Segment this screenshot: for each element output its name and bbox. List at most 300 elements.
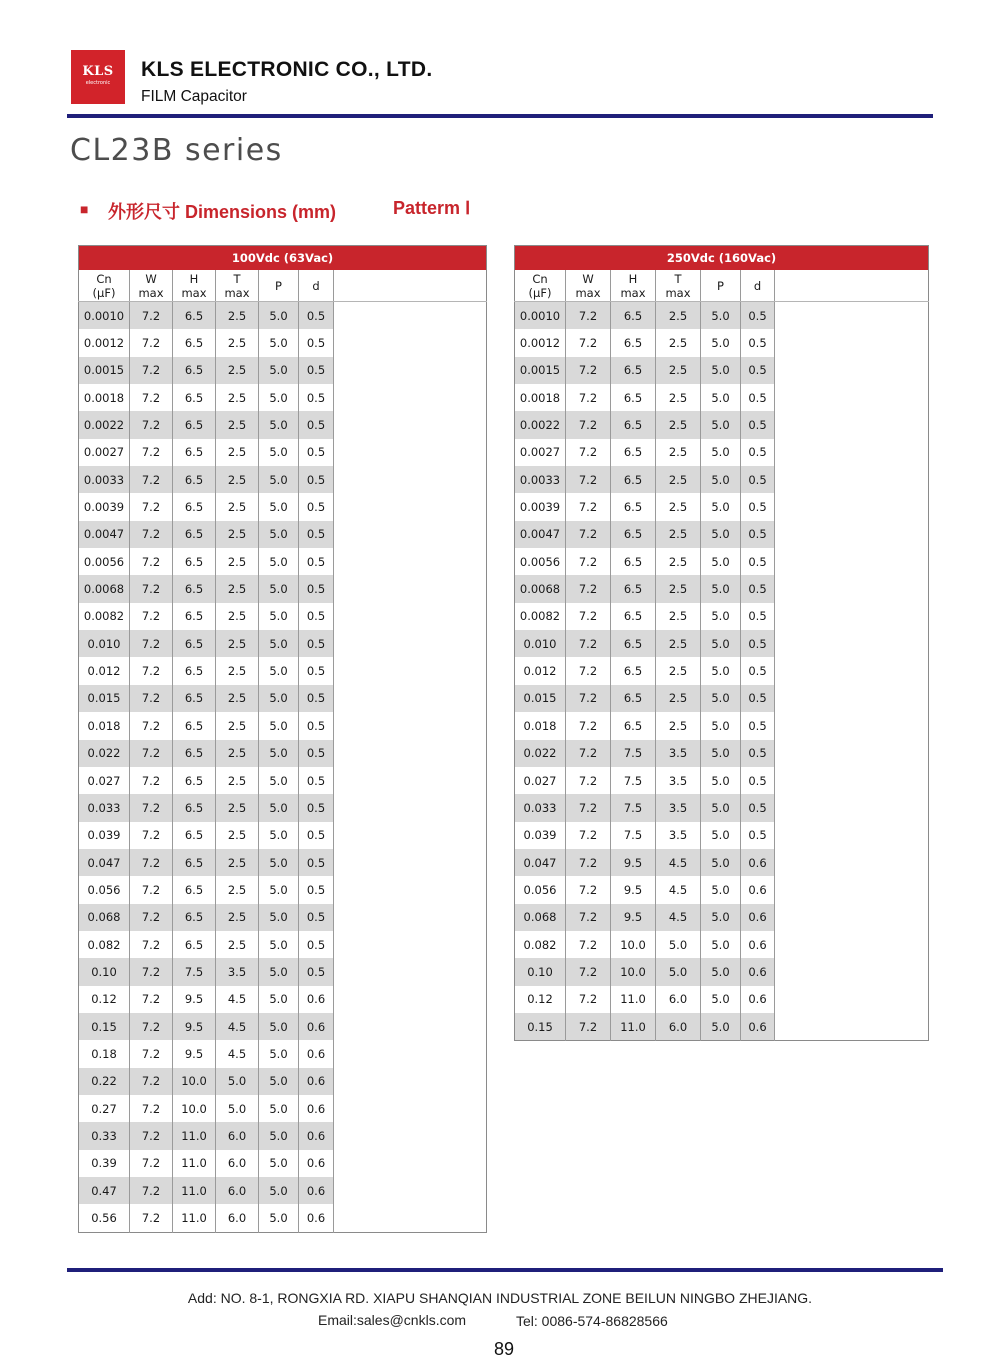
cell-p: 5.0 [259,767,299,794]
cell-p: 5.0 [701,329,741,356]
cell-d: 0.5 [299,329,334,356]
cell-d: 0.5 [741,685,775,712]
blank-cell [334,685,487,712]
table-row [515,986,929,1013]
cell-h-max: 7.5 [611,794,656,821]
cell-h-max: 10.0 [611,931,656,958]
col-header-p: P [701,270,741,302]
cell-h-max: 7.5 [611,740,656,767]
cell-h-max: 9.5 [611,904,656,931]
cell-t-max: 6.0 [216,1177,259,1204]
cell-p: 5.0 [259,794,299,821]
cell-cn: 0.0056 [519,554,561,569]
cell-h-max: 9.5 [173,986,216,1013]
cell-d: 0.6 [741,986,775,1013]
product-category: FILM Capacitor [141,88,247,105]
cell-t-max: 2.5 [216,411,259,438]
cell-t-max: 3.5 [216,958,259,985]
cell-h-max: 6.5 [611,685,656,712]
cell-cn: 0.039 [523,828,557,843]
cell-t-max: 2.5 [656,712,701,739]
cell-t-max: 4.5 [216,986,259,1013]
cell-t-max: 2.5 [216,630,259,657]
blank-cell [775,548,929,575]
cell-p: 5.0 [259,329,299,356]
table-title: 100Vdc (63Vac) [79,246,487,271]
cell-w-max: 7.2 [130,712,173,739]
cell-p: 5.0 [259,986,299,1013]
table-row [515,357,929,384]
cell-w-max: 7.2 [566,904,611,931]
cell-h-max: 6.5 [173,904,216,931]
table-row [79,1177,487,1204]
cell-d: 0.5 [741,657,775,684]
cell-cn: 0.0012 [83,336,125,351]
cell-cn: 0.082 [87,937,121,952]
table-row [79,958,487,985]
cell-w-max: 7.2 [130,411,173,438]
cell-cn: 0.0056 [83,554,125,569]
cell-w-max: 7.2 [130,1040,173,1067]
cell-h-max: 6.5 [173,439,216,466]
blank-cell [334,521,487,548]
cell-w-max: 7.2 [566,685,611,712]
cell-t-max: 2.5 [656,521,701,548]
cell-w-max: 7.2 [130,1177,173,1204]
cell-t-max: 2.5 [216,740,259,767]
blank-cell [775,767,929,794]
cell-w-max: 7.2 [130,986,173,1013]
blank-cell [775,958,929,985]
blank-cell [334,958,487,985]
col-header-blank [775,270,929,302]
cell-cn: 0.0027 [83,445,125,460]
cell-t-max: 2.5 [216,712,259,739]
blank-cell [775,630,929,657]
cell-cn: 0.0082 [519,609,561,624]
blank-cell [334,876,487,903]
cell-t-max: 6.0 [216,1204,259,1232]
cell-h-max: 6.5 [173,712,216,739]
cell-p: 5.0 [259,931,299,958]
cell-p: 5.0 [259,1013,299,1040]
cell-cn: 0.018 [523,718,557,733]
cell-t-max: 2.5 [216,822,259,849]
cell-w-max: 7.2 [130,548,173,575]
square-bullet-icon: ■ [80,201,89,217]
cell-w-max: 7.2 [130,904,173,931]
blank-cell [334,1040,487,1067]
table-row [79,493,487,520]
cell-t-max: 2.5 [216,685,259,712]
cell-d: 0.5 [741,630,775,657]
section-title: 外形尺寸 Dimensions (mm) [108,202,337,222]
cell-w-max: 7.2 [566,767,611,794]
table-row [79,575,487,602]
cell-cn: 0.10 [79,958,130,985]
cell-t-max: 2.5 [216,521,259,548]
cell-t-max: 2.5 [656,411,701,438]
cell-d: 0.5 [741,548,775,575]
cell-p: 5.0 [259,384,299,411]
col-header-w: W max [130,270,173,302]
table-row [515,603,929,630]
table-row [79,1204,487,1232]
cell-d: 0.6 [299,1122,334,1149]
table-row [79,1068,487,1095]
cell-t-max: 2.5 [216,575,259,602]
cell-w-max: 7.2 [566,493,611,520]
cell-d: 0.6 [299,1204,334,1232]
cell-p: 5.0 [259,302,299,330]
blank-cell [775,521,929,548]
cell-h-max: 7.5 [173,958,216,985]
cell-p: 5.0 [701,931,741,958]
cell-w-max: 7.2 [130,1204,173,1232]
cell-p: 5.0 [701,521,741,548]
cell-w-max: 7.2 [566,794,611,821]
cell-cn: 0.0022 [79,411,130,438]
cell-d: 0.5 [741,822,775,849]
cell-p: 5.0 [259,685,299,712]
cell-p: 5.0 [701,630,741,657]
cell-w-max: 7.2 [130,357,173,384]
cell-t-max: 4.5 [656,849,701,876]
cell-cn: 0.12 [527,992,553,1007]
cell-w-max: 7.2 [130,1150,173,1177]
blank-cell [775,712,929,739]
cell-w-max: 7.2 [566,986,611,1013]
cell-cn: 0.0012 [519,336,561,351]
cell-t-max: 5.0 [656,931,701,958]
cell-t-max: 2.5 [216,384,259,411]
cell-cn: 0.15 [515,1013,566,1041]
blank-cell [775,384,929,411]
cell-p: 5.0 [701,548,741,575]
cell-p: 5.0 [701,575,741,602]
cell-w-max: 7.2 [130,657,173,684]
cell-t-max: 2.5 [216,767,259,794]
cell-h-max: 6.5 [611,712,656,739]
table-row [79,822,487,849]
table-row [79,904,487,931]
cell-t-max: 6.0 [656,986,701,1013]
cell-w-max: 7.2 [566,439,611,466]
cell-cn: 0.027 [523,773,557,788]
cell-d: 0.5 [741,329,775,356]
cell-h-max: 6.5 [611,575,656,602]
cell-cn: 0.18 [91,1046,117,1061]
cell-t-max: 2.5 [216,439,259,466]
table-row [515,1013,929,1041]
cell-d: 0.5 [299,767,334,794]
cell-p: 5.0 [259,740,299,767]
cell-d: 0.5 [299,302,334,330]
cell-t-max: 2.5 [216,794,259,821]
table-row [515,548,929,575]
cell-h-max: 6.5 [611,548,656,575]
cell-p: 5.0 [701,603,741,630]
cell-p: 5.0 [701,493,741,520]
cell-cn: 0.39 [91,1156,117,1171]
cell-cn: 0.027 [87,773,121,788]
cell-t-max: 6.0 [216,1150,259,1177]
table-row [79,466,487,493]
cell-t-max: 4.5 [656,876,701,903]
table-row [515,657,929,684]
col-header-d: d [741,270,775,302]
cell-h-max: 6.5 [611,657,656,684]
cell-t-max: 2.5 [216,876,259,903]
cell-p: 5.0 [701,411,741,438]
cell-p: 5.0 [701,302,741,330]
company-name: KLS ELECTRONIC CO., LTD. [141,58,433,81]
cell-d: 0.5 [299,904,334,931]
cell-w-max: 7.2 [130,740,173,767]
cell-d: 0.5 [299,822,334,849]
cell-cn: 0.0039 [519,500,561,515]
cell-t-max: 2.5 [216,904,259,931]
blank-cell [775,411,929,438]
cell-w-max: 7.2 [566,357,611,384]
table-title: 250Vdc (160Vac) [515,246,929,271]
cell-d: 0.5 [741,302,775,330]
cell-h-max: 6.5 [173,411,216,438]
blank-cell [334,466,487,493]
blank-cell [334,1068,487,1095]
cell-p: 5.0 [701,986,741,1013]
cell-cn: 0.0039 [83,500,125,515]
cell-h-max: 9.5 [611,849,656,876]
cell-cn: 0.10 [515,958,566,985]
blank-cell [775,357,929,384]
table-row [515,575,929,602]
cell-d: 0.6 [299,1177,334,1204]
blank-cell [775,575,929,602]
cell-cn: 0.015 [515,685,566,712]
cell-p: 5.0 [701,712,741,739]
cell-d: 0.5 [299,876,334,903]
table-row [515,904,929,931]
cell-cn: 0.0047 [79,521,130,548]
table-row [79,439,487,466]
cell-d: 0.5 [741,521,775,548]
cell-w-max: 7.2 [566,1013,611,1041]
cell-p: 5.0 [259,958,299,985]
cell-d: 0.5 [299,657,334,684]
cell-t-max: 2.5 [216,849,259,876]
blank-cell [334,986,487,1013]
cell-d: 0.5 [299,740,334,767]
cell-h-max: 6.5 [173,493,216,520]
cell-d: 0.5 [299,958,334,985]
table-row [79,1013,487,1040]
cell-w-max: 7.2 [130,876,173,903]
header-rule [67,114,933,118]
cell-h-max: 6.5 [173,603,216,630]
cell-d: 0.5 [299,931,334,958]
cell-h-max: 7.5 [611,822,656,849]
cell-p: 5.0 [701,876,741,903]
blank-cell [775,466,929,493]
cell-h-max: 6.5 [611,630,656,657]
blank-cell [775,329,929,356]
table-row [79,548,487,575]
cell-cn: 0.0068 [515,575,566,602]
cell-h-max: 6.5 [611,357,656,384]
cell-t-max: 2.5 [216,657,259,684]
cell-d: 0.5 [299,493,334,520]
cell-h-max: 6.5 [173,384,216,411]
blank-cell [334,1150,487,1177]
cell-cn: 0.27 [91,1101,117,1116]
cell-d: 0.6 [299,1068,334,1095]
cell-p: 5.0 [259,1068,299,1095]
blank-cell [334,329,487,356]
table-row [515,411,929,438]
cell-w-max: 7.2 [566,548,611,575]
cell-p: 5.0 [701,904,741,931]
cell-t-max: 6.0 [656,1013,701,1041]
cell-h-max: 6.5 [611,329,656,356]
cell-t-max: 2.5 [216,466,259,493]
blank-cell [334,822,487,849]
table-row [515,794,929,821]
cell-p: 5.0 [259,657,299,684]
blank-cell [334,411,487,438]
dimension-table-100vdc [78,245,487,1233]
table-row [79,1122,487,1149]
table-row [515,876,929,903]
blank-cell [334,1013,487,1040]
blank-cell [775,876,929,903]
cell-d: 0.5 [299,521,334,548]
blank-cell [334,1204,487,1232]
blank-cell [775,302,929,330]
col-header-cn: Cn (μF) [515,270,566,302]
cell-cn: 0.0010 [515,302,566,330]
blank-cell [334,302,487,330]
cell-t-max: 2.5 [216,493,259,520]
cell-h-max: 6.5 [611,521,656,548]
cell-cn: 0.0022 [515,411,566,438]
cell-h-max: 9.5 [173,1040,216,1067]
cell-w-max: 7.2 [566,958,611,985]
cell-cn: 0.033 [515,794,566,821]
blank-cell [775,904,929,931]
cell-cn: 0.0047 [515,521,566,548]
blank-cell [334,904,487,931]
col-header-p: P [259,270,299,302]
cell-cn: 0.15 [79,1013,130,1040]
cell-w-max: 7.2 [566,466,611,493]
cell-w-max: 7.2 [130,466,173,493]
cell-h-max: 6.5 [611,302,656,330]
blank-cell [334,630,487,657]
cell-d: 0.6 [741,958,775,985]
cell-w-max: 7.2 [130,521,173,548]
cell-d: 0.5 [741,712,775,739]
cell-t-max: 2.5 [656,493,701,520]
cell-p: 5.0 [259,521,299,548]
cell-h-max: 6.5 [173,329,216,356]
cell-p: 5.0 [701,685,741,712]
cell-w-max: 7.2 [130,439,173,466]
cell-cn: 0.22 [79,1068,130,1095]
blank-cell [334,712,487,739]
cell-h-max: 6.5 [173,931,216,958]
cell-d: 0.5 [741,575,775,602]
cell-t-max: 2.5 [656,548,701,575]
table-row [79,657,487,684]
cell-p: 5.0 [259,466,299,493]
blank-cell [775,603,929,630]
cell-d: 0.5 [299,411,334,438]
cell-t-max: 2.5 [216,931,259,958]
cell-d: 0.5 [299,548,334,575]
table-row [79,411,487,438]
cell-h-max: 6.5 [173,767,216,794]
cell-cn: 0.0082 [83,609,125,624]
cell-t-max: 2.5 [656,384,701,411]
logo-text: KLS [82,64,114,79]
blank-cell [775,822,929,849]
cell-p: 5.0 [259,1177,299,1204]
cell-t-max: 3.5 [656,822,701,849]
blank-cell [775,1013,929,1041]
cell-d: 0.6 [299,1150,334,1177]
cell-p: 5.0 [259,439,299,466]
cell-h-max: 6.5 [173,822,216,849]
cell-cn: 0.0027 [519,445,561,460]
cell-d: 0.5 [741,767,775,794]
cell-h-max: 6.5 [173,794,216,821]
table-row [515,521,929,548]
cell-t-max: 2.5 [656,657,701,684]
cell-cn: 0.0015 [515,357,566,384]
cell-d: 0.5 [299,357,334,384]
cell-w-max: 7.2 [566,575,611,602]
cell-h-max: 6.5 [173,849,216,876]
table-row [515,822,929,849]
table-row [79,876,487,903]
footer-rule [67,1268,943,1272]
col-header-blank [334,270,487,302]
blank-cell [334,548,487,575]
col-header-t: T max [656,270,701,302]
cell-t-max: 2.5 [216,302,259,330]
cell-w-max: 7.2 [130,1013,173,1040]
cell-w-max: 7.2 [130,822,173,849]
cell-cn: 0.033 [79,794,130,821]
cell-t-max: 5.0 [216,1068,259,1095]
cell-w-max: 7.2 [130,767,173,794]
table-row [79,794,487,821]
cell-t-max: 2.5 [656,302,701,330]
series-title: CL23B series [70,133,283,168]
blank-cell [775,986,929,1013]
cell-d: 0.5 [741,740,775,767]
cell-t-max: 3.5 [656,767,701,794]
cell-h-max: 6.5 [611,411,656,438]
cell-d: 0.5 [299,685,334,712]
cell-cn: 0.0010 [79,302,130,330]
cell-p: 5.0 [701,357,741,384]
cell-cn: 0.022 [79,740,130,767]
cell-h-max: 7.5 [611,767,656,794]
table-row [79,603,487,630]
cell-p: 5.0 [259,548,299,575]
